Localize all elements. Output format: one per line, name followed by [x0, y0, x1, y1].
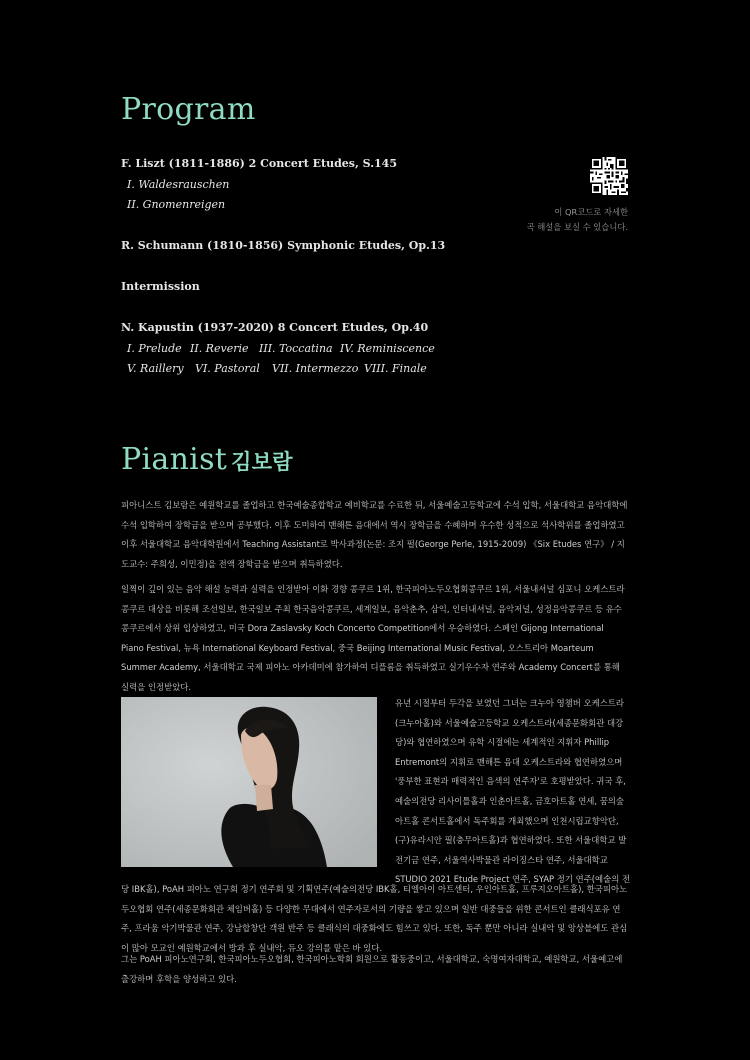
movement-item: VI. Pastoral [195, 362, 260, 375]
bio-paragraph-4: 그는 PoAH 피아노연구회, 한국피아노두오협회, 한국피아노학회 회원으로 활동중이고, 서울대학교, 숙명여자대학교, 예원학교, 서울예고에 출강하며 후학을 양성하고 있다. [121, 954, 623, 984]
qr-note [500, 205, 628, 235]
bio-paragraph-3-side: 유년 시절부터 두각을 보였던 그녀는 크누아 영챔버 오케스트라(크누아홀)와 서울예술고등학교 오케스트라(세종문화회관 대강당)와 협연하였으며 유학 시절에는 세계적인 지휘자 Phillip Entremont의 지휘로 맨해튼 음대 오케스트라와 협연하였으며 '풍부한 표현과 매력적인 음색의 연주자'로 호평받았다. 귀국 후, 예술의전당 리사이틀홀과 인춘아트홀, 금호아트홀 연세, 꿈의숲 아트홀 콘서트홀에서 독주회를 개최했으며 인천시립교향악단, (구)유라시안 필(충무아트홀)과 협연하였다. 또한 서울대학교 발전기금 연주, 서울역사박물관 라이징스타 연주, 서울대학교 STUDIO 2021 Etude Project 연주, SYAP 정기 연주(예술의 전 [395, 698, 631, 885]
movement-item: I. Prelude [127, 341, 182, 355]
movement-item: VIII. Finale [364, 362, 427, 375]
movement-item: III. Toccatina [259, 341, 333, 355]
pianist-heading [121, 442, 293, 477]
bio-paragraph-1: 피아니스트 김보람은 예원학교를 졸업하고 한국예술종합학교 예비학교를 수료한 뒤, 서울예술고등학교에 수석 입학, 서울대학교 음악대학에 수석 입학하여 장학금을 받으며 공부했다. 이후 도미하여 맨해튼 음대에서 역시 장학금을 수혜하며 우수한 성적으로 석사학위를 졸업하였고 이후 서울대학교 음악대학원에서 Teaching Assistant로 박사과정(논문: 조지 펄(George Perle, 1915-2009) 《Six Etudes 연구》 / 지도교수: 주희성, 이민정)을 전액 장학금을 받으며 취득하였다. [121, 500, 628, 569]
work-schumann [121, 236, 445, 257]
bio-paragraph-2: 일찍이 깊이 있는 음악 해설 능력과 실력을 인정받아 이화 경향 콩쿠르 1위, 한국피아노두오협회콩쿠르 1위, 서울내셔널 심포니 오케스트라 콩쿠르 대상을 비롯해 조선일보, 한국일보 주최 한국음악콩쿠르, 세계일보, 음악춘추, 삼익, 인터내셔널, 음악저널, 성정음악콩쿠르 등 유수 콩쿠르에서 상위 입상하였고, 미국 Dora Zaslavsky Koch Concerto Competition에서 우승하였다. 스페인 Gijong International Piano Festival, 뉴욕 International Keyboard Festival, 중국 Beijing International Music Festival, 오스트리아 Moarteum Summer Academy, 서울대학교 국제 피아노 아카데미에 참가하여 디플롬을 취득하였고 실기우수자 연주와 Academy Concert를 통해 실력을 인정받았다. [121, 584, 625, 692]
qr-note-line: 곡 해설을 보실 수 있습니다. [526, 222, 628, 232]
program-list [121, 154, 397, 216]
intermission-label: Intermission [121, 280, 200, 293]
pianist-heading-label: Pianist [121, 442, 228, 477]
work-title-liszt: F. Liszt (1811-1886) 2 Concert Etudes, S.145 [121, 157, 397, 170]
movement-item: VII. Intermezzo [272, 362, 359, 375]
work-title-schumann: R. Schumann (1810-1856) Symphonic Etudes, Op.13 [121, 239, 446, 252]
movement-item: II. Gnomenreigen [127, 198, 226, 211]
work-intermission [121, 277, 200, 298]
movement-item: V. Raillery [127, 362, 184, 375]
movement-row-1 [121, 339, 435, 360]
work-title-kapustin: N. Kapustin (1937-2020) 8 Concert Etudes, Op.40 [121, 321, 429, 334]
pianist-photo [121, 697, 377, 867]
movement-row-2 [121, 359, 435, 380]
bio-paragraph-3-continued: 당 IBK홀), PoAH 피아노 연구회 정기 연주회 및 기획연주(예술의전당 IBK홀, 티엘아이 아트센터, 우인아트홀, 프루지오아트홀), 한국피아노두오협회 연주(세종문화회관 체임버홀) 등 다양한 무대에서 연주자로서의 기량을 쌓고 있으며 일반 대중들을 위한 콘서트인 클래식포유 연주, 프라움 악기박물관 연주, 강남합창단 객원 반주 등 클래식의 대중화에도 힘쓰고 있다. 또한, 독주 뿐만 아니라 실내악 및 앙상블에도 관심이 많아 모교인 예원학교에서 방과 후 실내악, 듀오 강의를 맡은 바 있다. [121, 884, 628, 953]
movement-item: I. Waldesrauschen [127, 177, 230, 191]
pianist-name: 김보람 [231, 450, 293, 474]
qr-note-line: 이 QR코드로 자세한 [554, 207, 628, 217]
work-kapustin [121, 318, 435, 380]
movement-item: II. Reverie [190, 341, 249, 355]
program-heading: Program [121, 92, 256, 127]
movement-item: IV. Reminiscence [340, 341, 435, 355]
qr-code-icon[interactable] [590, 157, 628, 195]
